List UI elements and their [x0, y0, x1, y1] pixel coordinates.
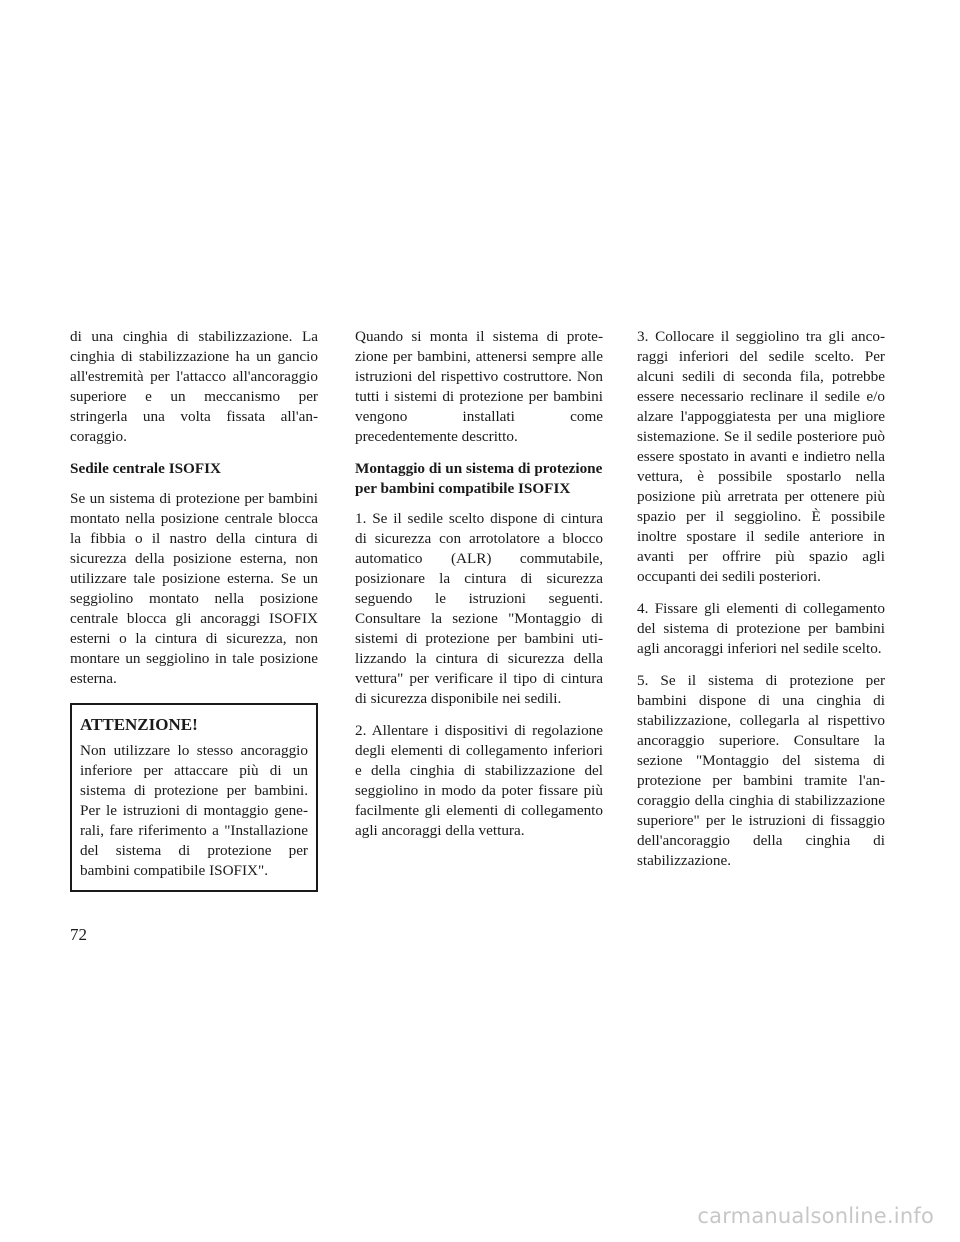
step-2: 2. Allentare i dispositivi di regolazione degli elementi di collegamento inferiori e della cinghia di stabilizzazione del seggiolino in modo da poter fissare più facilmente gli elementi di collegamento agli ancoraggi della vettura.	[355, 722, 603, 839]
warning-text: Non utilizzare lo stesso ancoraggio inferiore per attaccare più di un sistema di protezione per bambini. Per le istruzioni di montaggio generali, fare riferimento a "Installazione del sistema di protezione per bambini compatibile ISOFIX".	[80, 742, 308, 879]
step-4: 4. Fissare gli elementi di collegamento del sistema di protezione per bambini agli ancoraggi inferiori nel sedile scelto.	[637, 600, 885, 657]
column-middle	[355, 327, 603, 853]
warning-box	[70, 703, 318, 892]
step-3: 3. Collocare il seggiolino tra gli ancoraggi inferiori del sedile scelto. Per alcuni sedili di seconda fila, potrebbe essere necessario reclinare il sedile e/o alzare l'appoggiatesta per una migliore sistemazione. Se il sedile posteriore può essere spostato in avanti e indietro nella vettura, è possibile spostarlo nella posizione più arretrata per ottenere più spazio per il seggiolino. È possibile inoltre spostare il sedile anteriore in avanti per offrire più spazio agli occupanti dei sedili posteriori.	[637, 328, 885, 585]
heading-isofix-installation: Montaggio di un sistema di protezione per bambini compatibile ISOFIX	[355, 460, 603, 497]
heading-isofix-center-seat: Sedile centrale ISOFIX	[70, 460, 222, 477]
watermark: carmanualsonline.info	[697, 1204, 934, 1228]
step-5: 5. Se il sistema di protezione per bambini dispone di una cinghia di stabilizzazione, collegarla al rispettivo ancoraggio superiore. Consultare la sezione "Montaggio del sistema di protezione per bambini tramite l'ancoraggio della cinghia di stabilizzazione superiore" per le istruzioni di fissaggio dell'ancoraggio della cinghia di stabilizzazione.	[637, 672, 885, 869]
column-right	[637, 327, 885, 883]
paragraph-stabilization-strap: di una cinghia di stabilizzazione. La cinghia di stabilizzazione ha un gancio all'estremità per l'attacco all'ancoraggio superiore e un meccanismo per stringerla una volta fissata all'ancoraggio.	[70, 328, 318, 445]
step-1: 1. Se il sedile scelto dispone di cintura di sicurezza con arrotolatore a blocco automatico (ALR) commutabile, posizionare la cintura di sicurezza seguendo le istruzioni seguenti. Consultare la sezione "Montaggio di sistemi di protezione per bambini utilizzando la cintura di sicurezza della vettura" per verificare il tipo di cintura di sicurezza disponibile nei sedili.	[355, 510, 603, 707]
paragraph-isofix-center-seat: Se un sistema di protezione per bambini montato nella posizione centrale blocca la fibbia o il nastro della cintura di sicurezza della posizione esterna, non utilizzare tale posizione esterna. Se un seggiolino montato nella posizione centrale blocca gli ancoraggi ISOFIX esterni o la cintura di sicurezza, non montare un seggiolino in tale posizione esterna.	[70, 490, 318, 687]
paragraph-manufacturer-instructions: Quando si monta il sistema di protezione per bambini, attenersi sempre alle istruzioni del rispettivo costruttore. Non tutti i sistemi di protezione per bambini vengono installati come precedentemente descritto.	[355, 328, 603, 445]
page-number: 72	[70, 925, 87, 944]
warning-title: ATTENZIONE!	[80, 715, 198, 734]
column-left	[70, 327, 318, 892]
